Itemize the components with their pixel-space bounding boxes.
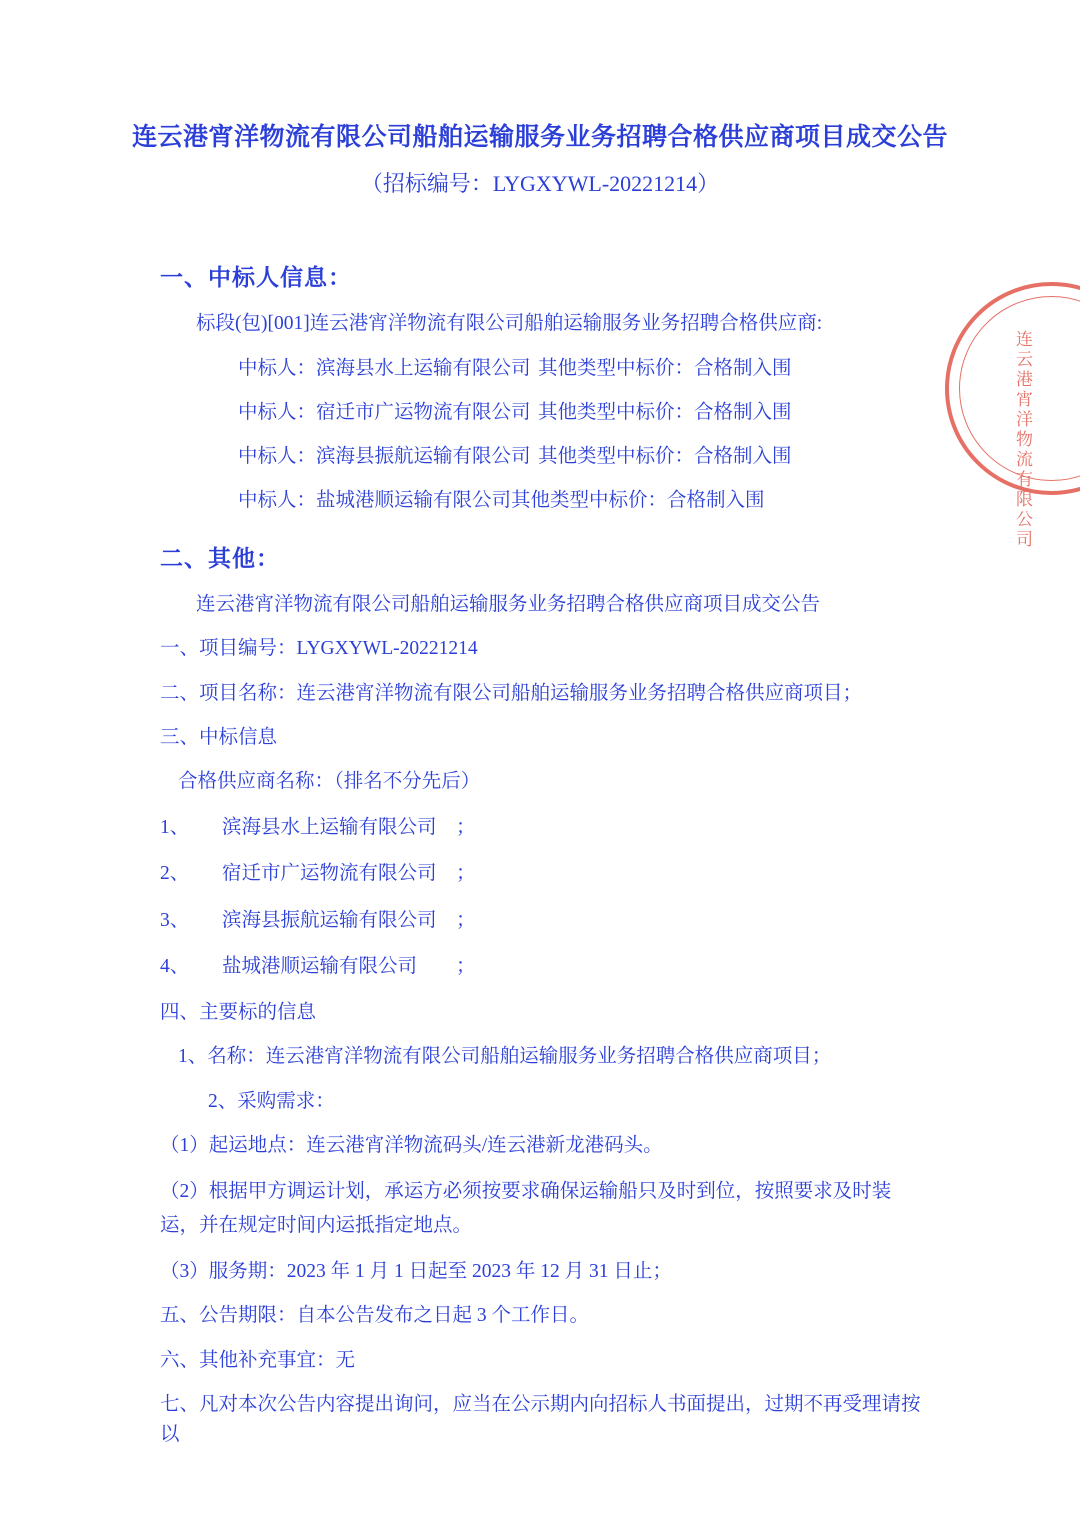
main-target-heading: 四、主要标的信息 <box>160 1002 317 1024</box>
winner-name: 中标人：宿迁市广运物流有限公司 <box>238 401 531 423</box>
document-body <box>0 260 1080 1451</box>
list-item-label: 宿迁市广运物流有限公司 <box>222 863 437 885</box>
demand-item-2: （2）根据甲方调运计划，承运方必须按要求确保运输船只及时到位，按照要求及时装运，并在规定时间内运抵指定地点。 <box>160 1181 892 1237</box>
winner-row <box>238 486 930 516</box>
winner-name: 中标人：滨海县振航运输有限公司 <box>238 446 531 468</box>
target-demand-heading: 2、采购需求： <box>208 1090 335 1112</box>
winner-price: 其他类型中标价：合格制入围 <box>538 446 792 468</box>
inquiry-line: 七、凡对本次公告内容提出询问，应当在公示期内向招标人书面提出，过期不再受理请按以 <box>160 1393 921 1446</box>
list-item-index: 1、 <box>160 817 190 839</box>
list-item-label: 滨海县水上运输有限公司 <box>222 817 437 839</box>
list-item-label: 滨海县振航运输有限公司 <box>222 909 437 931</box>
winner-price: 其他类型中标价：合格制入围 <box>538 357 792 379</box>
list-item-separator: ； <box>456 817 476 839</box>
list-item-separator: ； <box>456 909 476 931</box>
list-item-label: 盐城港顺运输有限公司 <box>222 955 418 977</box>
list-item-index: 4、 <box>160 955 190 977</box>
winner-row <box>238 398 930 428</box>
list-item <box>160 906 930 936</box>
project-number-line: 一、项目编号：LYGXYWL-20221214 <box>160 638 478 660</box>
supplier-list-label: 合格供应商名称：（排名不分先后） <box>178 771 481 793</box>
demand-item-1: （1）起运地点：连云港宵洋物流码头/连云港新龙港码头。 <box>160 1134 663 1156</box>
tender-number-subtitle: （招标编号：LYGXYWL-20221214） <box>360 171 720 196</box>
list-item-index: 3、 <box>160 909 190 931</box>
winner-price: 其他类型中标价：合格制入围 <box>538 401 792 423</box>
page-title: 连云港宵洋物流有限公司船舶运输服务业务招聘合格供应商项目成交公告 <box>131 124 948 151</box>
list-item-index: 2、 <box>160 863 190 885</box>
notice-period-line: 五、公告期限：自本公告发布之日起 3 个工作日。 <box>160 1305 590 1327</box>
award-info-line: 三、中标信息 <box>160 726 278 748</box>
list-item-separator: ； <box>456 863 476 885</box>
winner-row <box>238 354 930 384</box>
list-item-separator: ； <box>456 955 476 977</box>
title-block <box>0 120 1080 200</box>
target-name-line: 1、名称：连云港宵洋物流有限公司船舶运输服务业务招聘合格供应商项目； <box>178 1046 832 1068</box>
notice-title: 连云港宵洋物流有限公司船舶运输服务业务招聘合格供应商项目成交公告 <box>196 594 821 616</box>
seal-text: 连云港宵洋物流有限公司 <box>1013 330 1032 550</box>
other-matters-line: 六、其他补充事宜：无 <box>160 1349 356 1371</box>
lot-package-line: 标段(包)[001]连云港宵洋物流有限公司船舶运输服务业务招聘合格供应商: <box>196 313 823 335</box>
list-item <box>160 813 930 843</box>
demand-item-3: （3）服务期：2023 年 1 月 1 日起至 2023 年 12 月 31 日止； <box>160 1261 672 1283</box>
winner-name: 中标人：滨海县水上运输有限公司 <box>238 357 531 379</box>
section-heading-winner-info: 一、中标人信息： <box>160 264 352 290</box>
list-item <box>160 952 930 982</box>
section-heading-other: 二、其他： <box>160 545 280 571</box>
winner-price: 其他类型中标价：合格制入围 <box>511 490 765 512</box>
list-item <box>160 859 930 889</box>
winner-row <box>238 442 930 472</box>
winner-name: 中标人：盐城港顺运输有限公司 <box>238 490 512 512</box>
project-name-line: 二、项目名称：连云港宵洋物流有限公司船舶运输服务业务招聘合格供应商项目； <box>160 682 863 704</box>
